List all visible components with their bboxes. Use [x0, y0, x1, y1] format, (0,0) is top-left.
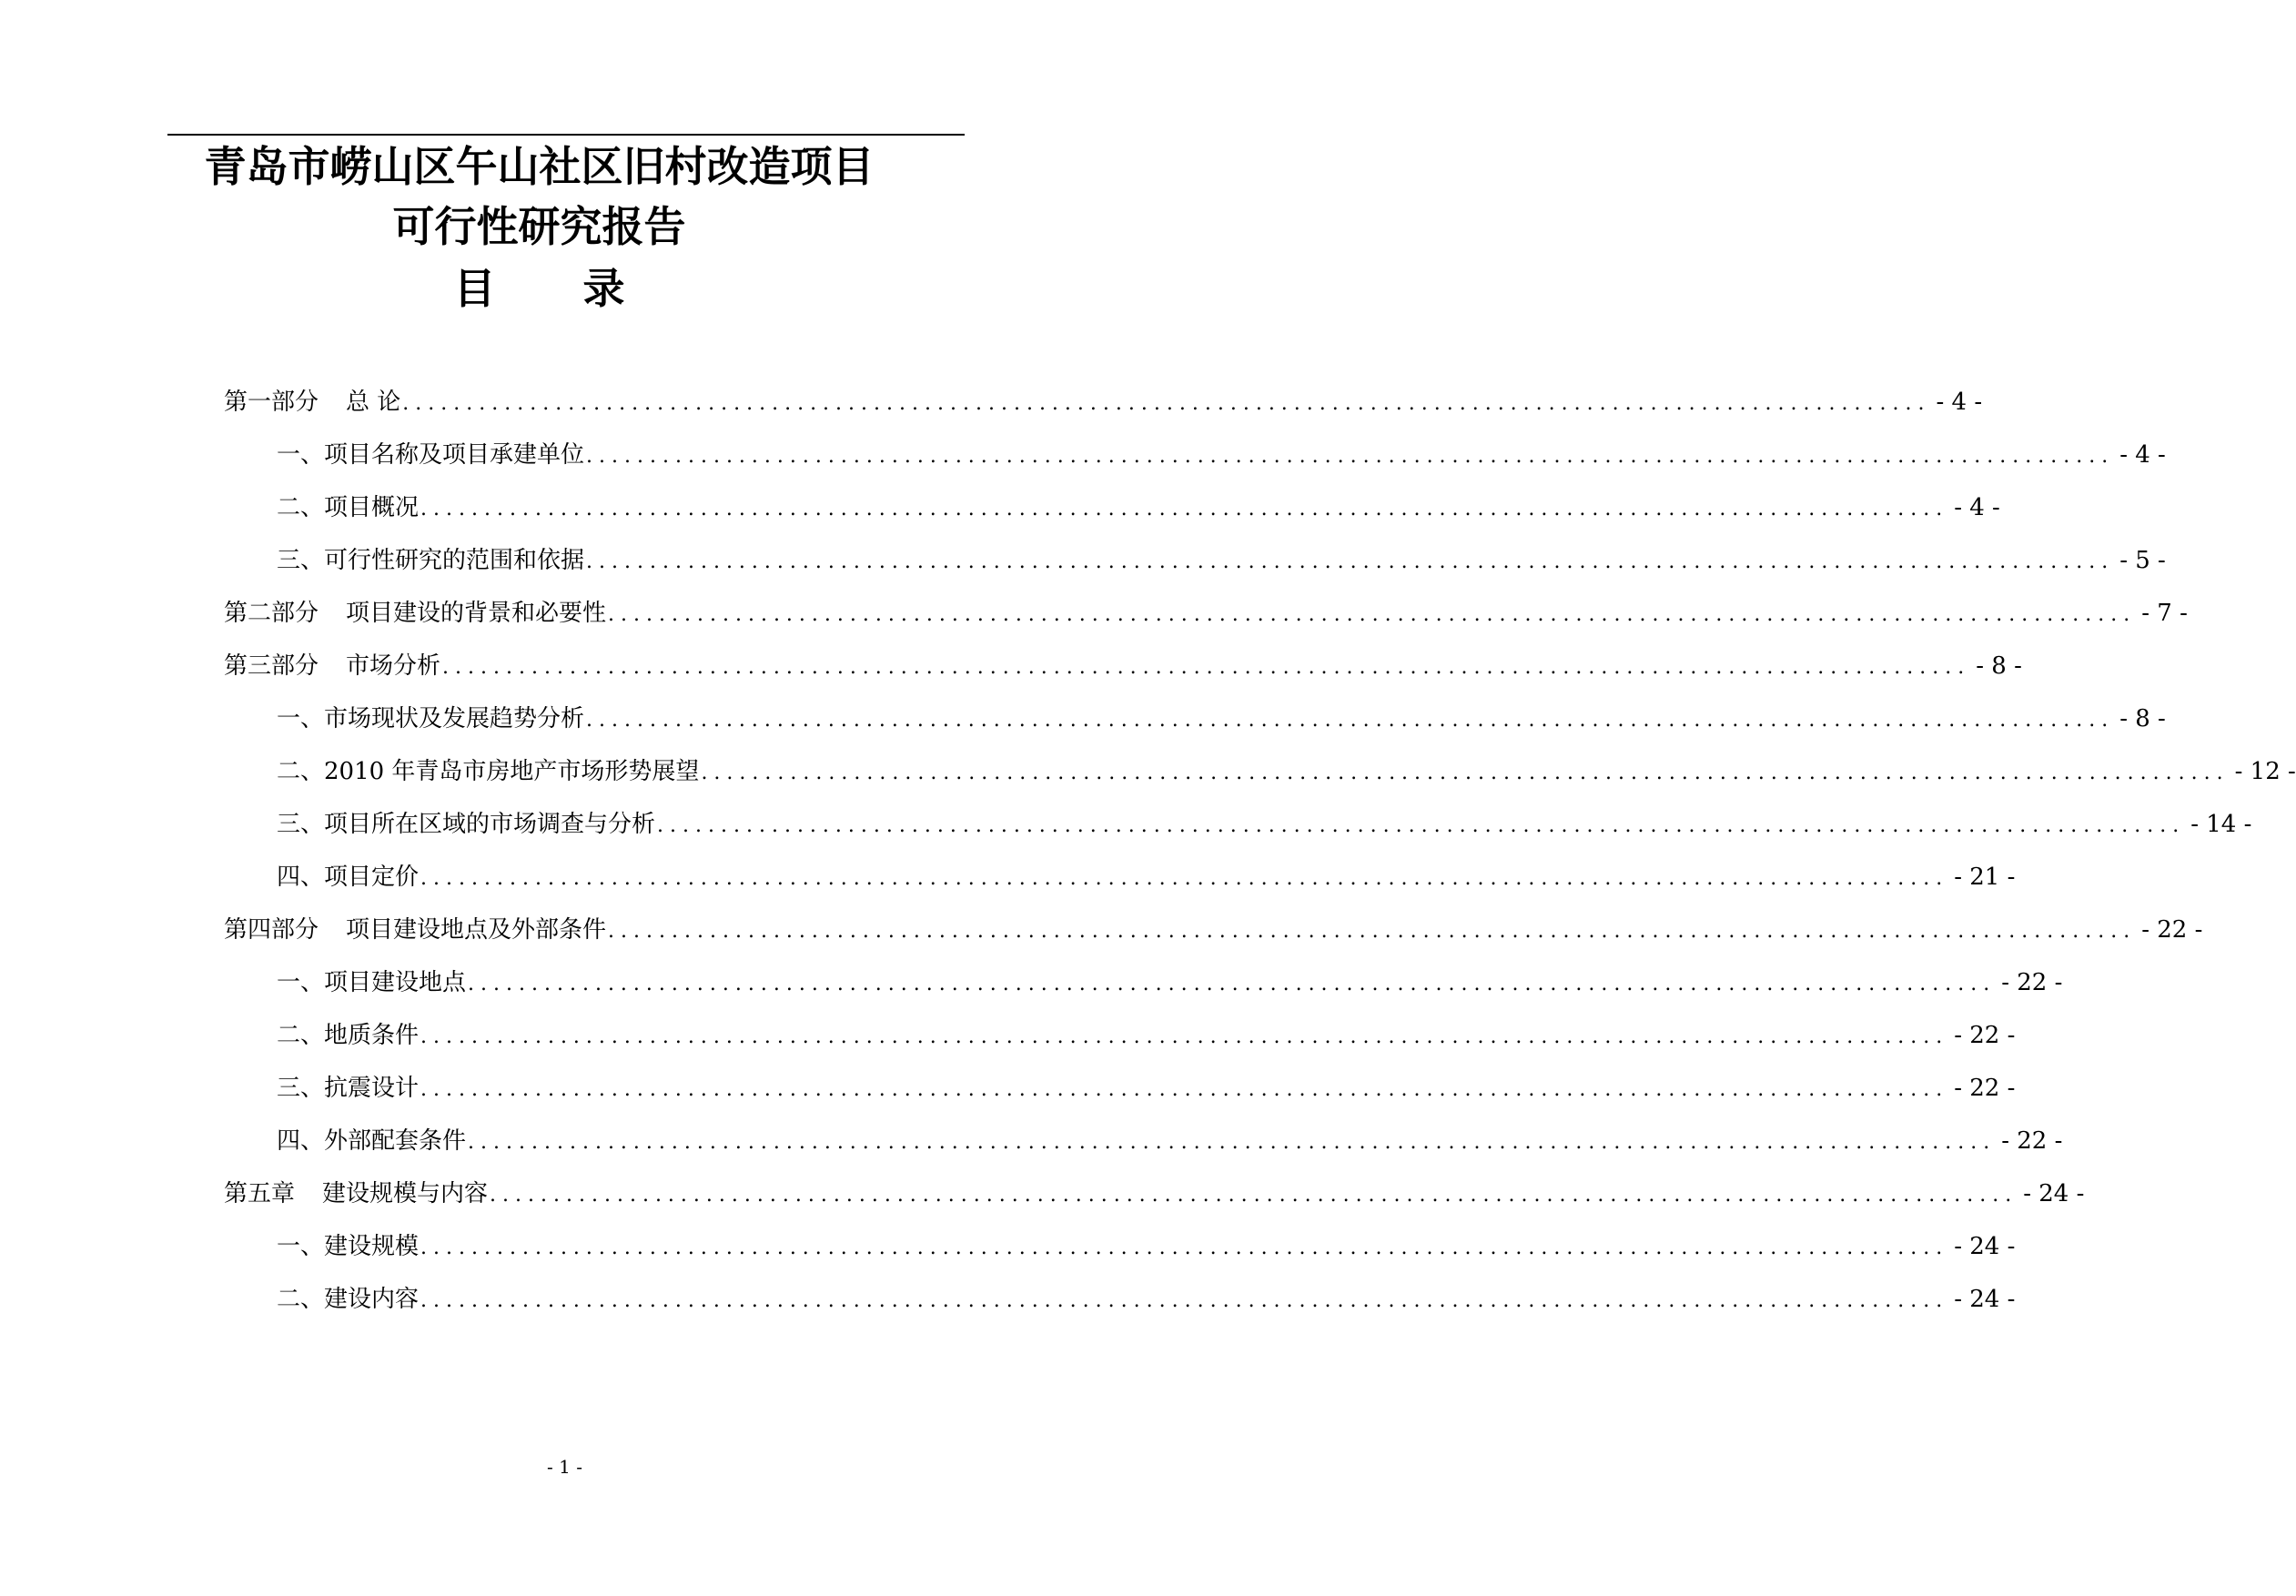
- toc-entry[interactable]: [277, 1228, 2016, 1265]
- toc-entry-page: - 4 -: [1936, 389, 1983, 416]
- toc-entry-label: [224, 595, 606, 631]
- toc-entry-label: [277, 490, 419, 526]
- toc-entry-label: [277, 542, 584, 579]
- toc-entry-prefix: 第三部分: [224, 652, 319, 680]
- toc-leader-dots: ........................................................................................................................: [442, 656, 1971, 679]
- toc-entry-text: 三、抗震设计: [277, 1075, 420, 1102]
- toc-entry-text: 市场分析: [346, 652, 441, 680]
- toc-entry[interactable]: [277, 437, 2166, 473]
- toc-leader-dots: ........................................................................................................................: [657, 814, 2186, 837]
- toc-entry[interactable]: [224, 384, 1983, 420]
- toc-entry[interactable]: [277, 859, 2016, 895]
- toc-entry-text: 一、项目建设地点: [277, 969, 467, 996]
- toc-entry-label: [277, 701, 584, 737]
- toc-leader-dots: ........................................................................................................................: [608, 603, 2137, 626]
- toc-entry-label: [224, 384, 400, 420]
- toc-entry-page: - 24 -: [2023, 1180, 2085, 1207]
- toc-entry-label: [277, 1070, 419, 1106]
- page-number-footer: - 1 -: [547, 1456, 582, 1478]
- toc-entry[interactable]: [277, 701, 2166, 737]
- toc-entry[interactable]: [277, 965, 2063, 1001]
- toc-entry-page: - 7 -: [2141, 600, 2188, 627]
- toc-entry[interactable]: [277, 1017, 2016, 1054]
- toc-entry-text: 二、建设内容: [277, 1286, 420, 1313]
- toc-entry-label: [277, 806, 655, 843]
- toc-entry-page: - 5 -: [2119, 547, 2166, 574]
- toc-entry-text: 三、可行性研究的范围和依据: [277, 547, 585, 574]
- toc-entry-page: - 8 -: [2119, 705, 2166, 732]
- toc-entry-label: [277, 437, 584, 473]
- toc-leader-dots: ........................................................................................................................: [468, 1131, 1997, 1154]
- toc-heading-left: 目: [453, 264, 496, 313]
- toc-entry-text: 四、项目定价: [277, 864, 420, 891]
- toc-entry[interactable]: [224, 912, 2203, 948]
- toc-heading-right: 录: [582, 264, 625, 313]
- toc-leader-dots: ........................................................................................................................: [586, 445, 2115, 468]
- toc-leader-dots: ........................................................................................................................: [420, 498, 1949, 520]
- toc-entry-page: - 12 -: [2234, 758, 2296, 785]
- toc-entry-text: 三、项目所在区域的市场调查与分析: [277, 811, 656, 838]
- toc-entry-label: [277, 965, 466, 1001]
- toc-entry-text: 项目建设的背景和必要性: [346, 600, 607, 627]
- toc-entry[interactable]: [277, 753, 2296, 790]
- toc-entry[interactable]: [224, 1176, 2085, 1212]
- toc-entry-label: [277, 1228, 419, 1265]
- toc-leader-dots: ........................................................................................................................: [420, 1237, 1949, 1259]
- toc-entry-label: [277, 1281, 419, 1318]
- toc-leader-dots: ........................................................................................................................: [586, 709, 2115, 732]
- toc-entry-label: [224, 1176, 488, 1212]
- toc-entry[interactable]: [277, 1123, 2063, 1159]
- toc-entry-label: [277, 859, 419, 895]
- document-title-line-1: 青岛市崂山区午山社区旧村改造项目: [204, 142, 875, 191]
- toc-entry-text: 一、市场现状及发展趋势分析: [277, 705, 585, 732]
- toc-entry[interactable]: [277, 1070, 2016, 1106]
- toc-entry[interactable]: [277, 490, 2000, 526]
- toc-entry[interactable]: [277, 1281, 2016, 1318]
- toc-entry[interactable]: [224, 595, 2188, 631]
- toc-entry-page: - 22 -: [1954, 1022, 2016, 1049]
- toc-leader-dots: ........................................................................................................................: [490, 1184, 2018, 1207]
- toc-entry-text: 总 论: [346, 389, 401, 416]
- toc-entry-page: - 4 -: [1954, 494, 2000, 521]
- toc-entry-label: [224, 912, 606, 948]
- toc-entry-prefix: 第一部分: [224, 389, 319, 416]
- toc-leader-dots: ........................................................................................................................: [701, 762, 2230, 784]
- toc-leader-dots: ........................................................................................................................: [468, 973, 1997, 995]
- toc-leader-dots: ........................................................................................................................: [586, 551, 2115, 573]
- toc-entry-page: - 21 -: [1954, 864, 2016, 891]
- toc-entry-label: [277, 753, 699, 790]
- toc-entry-page: - 22 -: [2001, 969, 2063, 996]
- document-title-line-2: 可行性研究报告: [392, 202, 686, 251]
- toc-entry-page: - 4 -: [2119, 441, 2166, 469]
- toc-entry-text: 二、2010 年青岛市房地产市场形势展望: [277, 758, 700, 785]
- toc-entry-label: [277, 1017, 419, 1054]
- toc-entry-text: 二、项目概况: [277, 494, 420, 521]
- toc-entry-text: 一、建设规模: [277, 1233, 420, 1260]
- toc-entry-page: - 24 -: [1954, 1286, 2016, 1313]
- toc-entry-text: 二、地质条件: [277, 1022, 420, 1049]
- toc-entry-text: 一、项目名称及项目承建单位: [277, 441, 585, 469]
- toc-entry-text: 建设规模与内容: [322, 1180, 489, 1207]
- toc-leader-dots: ........................................................................................................................: [402, 392, 1931, 415]
- toc-entry-label: [224, 648, 440, 684]
- toc-entry-page: - 24 -: [1954, 1233, 2016, 1260]
- toc-entry-page: - 14 -: [2190, 811, 2252, 838]
- toc-leader-dots: ........................................................................................................................: [420, 1025, 1949, 1048]
- toc-entry-label: [277, 1123, 466, 1159]
- toc-entry-text: 项目建设地点及外部条件: [346, 916, 607, 944]
- toc-entry-prefix: 第二部分: [224, 600, 319, 627]
- toc-entry[interactable]: [277, 542, 2166, 579]
- toc-entry[interactable]: [277, 806, 2252, 843]
- toc-entry[interactable]: [224, 648, 2022, 684]
- toc-leader-dots: ........................................................................................................................: [420, 867, 1949, 890]
- toc-entry-page: - 22 -: [2141, 916, 2203, 944]
- toc-entry-prefix: 第五章: [224, 1180, 296, 1207]
- toc-entry-text: 四、外部配套条件: [277, 1127, 467, 1155]
- toc-entry-page: - 8 -: [1976, 652, 2022, 680]
- toc-entry-prefix: 第四部分: [224, 916, 319, 944]
- toc-leader-dots: ........................................................................................................................: [420, 1289, 1949, 1312]
- toc-entry-page: - 22 -: [2001, 1127, 2063, 1155]
- toc-leader-dots: ........................................................................................................................: [420, 1078, 1949, 1101]
- toc-leader-dots: ........................................................................................................................: [608, 920, 2137, 943]
- toc-entry-page: - 22 -: [1954, 1075, 2016, 1102]
